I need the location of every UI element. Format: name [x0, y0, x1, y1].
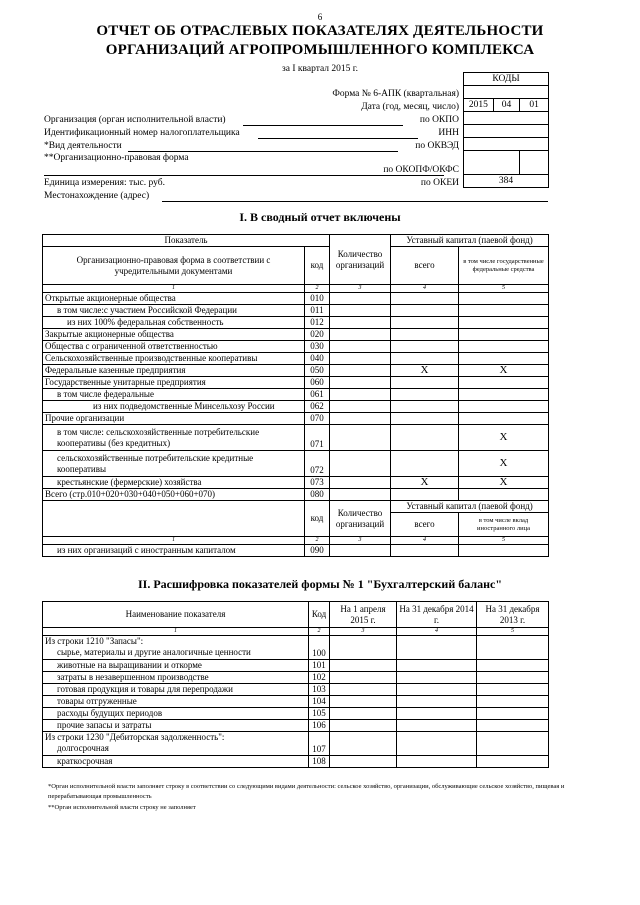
head-dec-2013: На 31 декабря 2013 г.	[477, 602, 549, 628]
head-state-funds: в том числе государственные федеральные средства	[459, 247, 549, 285]
section-1-title: I. В сводный отчет включены	[239, 210, 401, 224]
value-cell	[477, 696, 549, 708]
okved-cell	[464, 138, 549, 151]
value-cell	[477, 756, 549, 768]
row-label: Общества с ограниченной ответственностью	[43, 341, 305, 353]
okei-label: по ОКЕИ	[420, 178, 459, 188]
value-cell	[477, 660, 549, 672]
state-cell	[459, 413, 549, 425]
row-label: в том числе федеральные	[43, 389, 305, 401]
state-cell	[459, 401, 549, 413]
row-code: 070	[305, 413, 330, 425]
count-cell	[330, 377, 391, 389]
count-cell	[330, 365, 391, 377]
row-code: 020	[305, 329, 330, 341]
report-period: за I квартал 2015 г.	[282, 64, 358, 74]
organization-field	[243, 125, 403, 126]
row-label: крестьянские (фермерские) хозяйства	[43, 477, 305, 489]
row-code: 071	[305, 425, 330, 451]
row-label: долгосрочная	[57, 743, 109, 753]
total-cell: X	[391, 365, 459, 377]
head-capital: Уставный капитал (паевой фонд)	[391, 235, 549, 247]
col-num: 5	[477, 628, 549, 636]
col-num: 1	[43, 285, 305, 293]
okei-cell: 384	[464, 175, 549, 188]
total-cell	[391, 293, 459, 305]
row-code: 106	[309, 720, 330, 732]
total-cell	[391, 341, 459, 353]
total-cell	[391, 305, 459, 317]
col-num: 2	[305, 285, 330, 293]
col-num: 2	[305, 537, 330, 545]
row-code: 050	[305, 365, 330, 377]
value-cell	[397, 732, 477, 756]
value-cell	[477, 636, 549, 660]
count-cell	[330, 353, 391, 365]
row-code: 080	[305, 489, 330, 501]
state-cell	[459, 305, 549, 317]
value-cell	[477, 720, 549, 732]
footnote-2: **Орган исполнительной власти строку не заполняет	[48, 804, 196, 811]
col-num: 2	[309, 628, 330, 636]
codes-table	[463, 72, 549, 188]
row-label: сырье, материалы и другие аналогичные ценности	[57, 647, 251, 657]
row-code: 073	[305, 477, 330, 489]
value-cell	[330, 708, 397, 720]
state-cell: X	[459, 451, 549, 477]
state-cell	[459, 353, 549, 365]
group-label	[43, 732, 309, 756]
okopf-cell	[464, 151, 520, 175]
total-cell	[391, 413, 459, 425]
total-cell	[391, 401, 459, 413]
col-num: 1	[43, 537, 305, 545]
row-label: Прочие организации	[43, 413, 305, 425]
state-cell	[459, 341, 549, 353]
title-line-2: ОРГАНИЗАЦИЙ АГРОПРОМЫШЛЕННОГО КОМПЛЕКСА	[105, 42, 535, 58]
row-code: 072	[305, 451, 330, 477]
codes-header: КОДЫ	[464, 73, 549, 86]
row-label: краткосрочная	[43, 756, 309, 768]
value-cell	[330, 636, 397, 660]
count-cell	[330, 341, 391, 353]
row-label: Открытые акционерные общества	[43, 293, 305, 305]
state-cell	[459, 389, 549, 401]
head-count: Количество организаций	[330, 235, 391, 285]
row-code: 011	[305, 305, 330, 317]
okopf-label: по ОКОПФ/ОКФС	[383, 165, 459, 175]
okved-label: по ОКВЭД	[415, 141, 459, 151]
okpo-cell	[464, 112, 549, 125]
form-label: Форма № 6-АПК (квартальная)	[332, 89, 459, 99]
value-cell	[330, 720, 397, 732]
row-label: животные на выращивании и откорме	[43, 660, 309, 672]
okpo-label: по ОКПО	[419, 115, 459, 125]
row-code: 012	[305, 317, 330, 329]
total-cell	[391, 451, 459, 477]
col-num: 4	[391, 537, 459, 545]
value-cell	[330, 672, 397, 684]
row-label: из них 100% федеральная собственность	[43, 317, 305, 329]
row-code: 108	[309, 756, 330, 768]
row-code: 062	[305, 401, 330, 413]
value-cell	[330, 660, 397, 672]
count-cell	[330, 545, 391, 557]
value-cell	[397, 756, 477, 768]
row-label: в том числе:с участием Российской Федерации	[43, 305, 305, 317]
row-label: затраты в незавершенном производстве	[43, 672, 309, 684]
sub-head-capital: Уставный капитал (паевой фонд)	[391, 501, 549, 513]
activity-field	[128, 151, 398, 152]
head-total: всего	[391, 247, 459, 285]
col-num: 5	[459, 285, 549, 293]
head-legal-form: Организационно-правовая форма в соответствии с учредительными документами	[43, 247, 305, 285]
row-code: 030	[305, 341, 330, 353]
state-cell	[459, 377, 549, 389]
row-label: Сельскохозяйственные производственные кооперативы	[43, 353, 305, 365]
state-cell: X	[459, 425, 549, 451]
total-cell	[391, 353, 459, 365]
address-label: Местонахождение (адрес)	[44, 191, 150, 201]
state-cell	[459, 489, 549, 501]
state-cell: X	[459, 365, 549, 377]
footnote-1: *Орган исполнительной власти заполняет строку в соответствии со следующими видами деятельности: сельское хозяйство, организации, обслуживающие сельское хозяйство, пищевая и перерабатывающая промышленность	[48, 783, 565, 800]
value-cell	[397, 720, 477, 732]
col-num: 3	[330, 628, 397, 636]
head-apr-2015: На 1 апреля 2015 г.	[330, 602, 397, 628]
value-cell	[330, 756, 397, 768]
value-cell	[397, 672, 477, 684]
group-title: Из строки 1230 "Дебиторская задолженность":	[45, 732, 225, 742]
total-cell: X	[391, 477, 459, 489]
value-cell	[477, 684, 549, 696]
count-cell	[330, 329, 391, 341]
col-num: 5	[459, 537, 549, 545]
inn-cell	[464, 125, 549, 138]
head-code: Код	[309, 602, 330, 628]
col-num: 1	[43, 628, 309, 636]
value-cell	[397, 696, 477, 708]
state-cell	[459, 329, 549, 341]
row-label: Всего (стр.010+020+030+040+050+060+070)	[43, 489, 305, 501]
address-field	[162, 201, 548, 202]
count-cell	[330, 489, 391, 501]
row-code: 060	[305, 377, 330, 389]
row-label: готовая продукция и товары для перепродажи	[43, 684, 309, 696]
state-cell	[459, 317, 549, 329]
form-code-cell	[464, 86, 549, 99]
total-cell	[391, 489, 459, 501]
count-cell	[330, 389, 391, 401]
group-label	[43, 636, 309, 660]
unit-label: Единица измерения: тыс. руб.	[44, 178, 165, 188]
count-cell	[330, 317, 391, 329]
value-cell	[330, 684, 397, 696]
head-indicator: Показатель	[43, 235, 330, 247]
value-cell	[477, 672, 549, 684]
count-cell	[330, 451, 391, 477]
row-code: 090	[305, 545, 330, 557]
row-label: прочие запасы и затраты	[43, 720, 309, 732]
col-num: 4	[391, 285, 459, 293]
value-cell	[397, 636, 477, 660]
row-label: в том числе: сельскохозяйственные потребительские кооперативы (без кредитных)	[43, 425, 305, 451]
state-cell: X	[459, 477, 549, 489]
date-month: 04	[493, 99, 520, 112]
row-label: из них подведомственные Минсельхозу России	[43, 401, 305, 413]
row-code: 101	[309, 660, 330, 672]
section-2-table	[42, 601, 549, 768]
sub-head-count: Количество организаций	[330, 501, 391, 537]
date-day: 01	[520, 99, 549, 112]
activity-label: *Вид деятельности	[44, 141, 122, 151]
value-cell	[330, 732, 397, 756]
head-name: Наименование показателя	[43, 602, 309, 628]
row-label: Государственные унитарные предприятия	[43, 377, 305, 389]
sub-head-total: всего	[391, 513, 459, 537]
head-dec-2014: На 31 декабря 2014 г.	[397, 602, 477, 628]
row-code: 107	[309, 732, 330, 756]
col-num: 4	[397, 628, 477, 636]
section-1-table	[42, 234, 549, 557]
total-cell	[391, 545, 459, 557]
total-cell	[391, 389, 459, 401]
head-code: код	[305, 247, 330, 285]
tin-label: Идентификационный номер налогоплательщика	[44, 128, 240, 138]
state-cell	[459, 293, 549, 305]
total-cell	[391, 317, 459, 329]
count-cell	[330, 293, 391, 305]
row-label: Закрытые акционерные общества	[43, 329, 305, 341]
col-num: 3	[330, 285, 391, 293]
title-line-1: ОТЧЕТ ОБ ОТРАСЛЕВЫХ ПОКАЗАТЕЛЯХ ДЕЯТЕЛЬНОСТИ	[96, 23, 544, 39]
row-code: 103	[309, 684, 330, 696]
value-cell	[477, 708, 549, 720]
row-label: из них организаций с иностранным капиталом	[43, 545, 305, 557]
row-code: 040	[305, 353, 330, 365]
group-title: Из строки 1210 "Запасы":	[45, 636, 144, 646]
count-cell	[330, 425, 391, 451]
inn-label: ИНН	[438, 128, 459, 138]
row-code: 010	[305, 293, 330, 305]
row-code: 102	[309, 672, 330, 684]
legal-form-label: **Организационно-правовая форма	[44, 153, 189, 163]
row-code: 100	[309, 636, 330, 660]
value-cell	[397, 684, 477, 696]
value-cell	[330, 696, 397, 708]
row-code: 104	[309, 696, 330, 708]
count-cell	[330, 413, 391, 425]
okfs-cell	[520, 151, 549, 175]
page-number: 6	[317, 12, 323, 22]
count-cell	[330, 401, 391, 413]
row-label: сельскохозяйственные потребительские кредитные кооперативы	[43, 451, 305, 477]
count-cell	[330, 305, 391, 317]
count-cell	[330, 477, 391, 489]
organization-label: Организация (орган исполнительной власти)	[44, 115, 226, 125]
value-cell	[397, 708, 477, 720]
foreign-cell	[459, 545, 549, 557]
date-label: Дата (год, месяц, число)	[361, 102, 459, 112]
section-2-title: II. Расшифровка показателей формы № 1 "Бухгалтерский баланс"	[138, 577, 502, 591]
row-label: товары отгруженные	[43, 696, 309, 708]
sub-head-foreign: в том числе вклад иностранного лица	[459, 513, 549, 537]
row-label: Федеральные казенные предприятия	[43, 365, 305, 377]
legal-form-field	[44, 175, 444, 176]
row-code: 105	[309, 708, 330, 720]
col-num: 3	[330, 537, 391, 545]
sub-empty	[43, 501, 305, 537]
row-code: 061	[305, 389, 330, 401]
sub-head-code: код	[305, 501, 330, 537]
value-cell	[477, 732, 549, 756]
date-year: 2015	[464, 99, 494, 112]
value-cell	[397, 660, 477, 672]
row-label: расходы будущих периодов	[43, 708, 309, 720]
total-cell	[391, 425, 459, 451]
tin-field	[258, 138, 418, 139]
total-cell	[391, 329, 459, 341]
total-cell	[391, 377, 459, 389]
page-title	[0, 22, 640, 60]
